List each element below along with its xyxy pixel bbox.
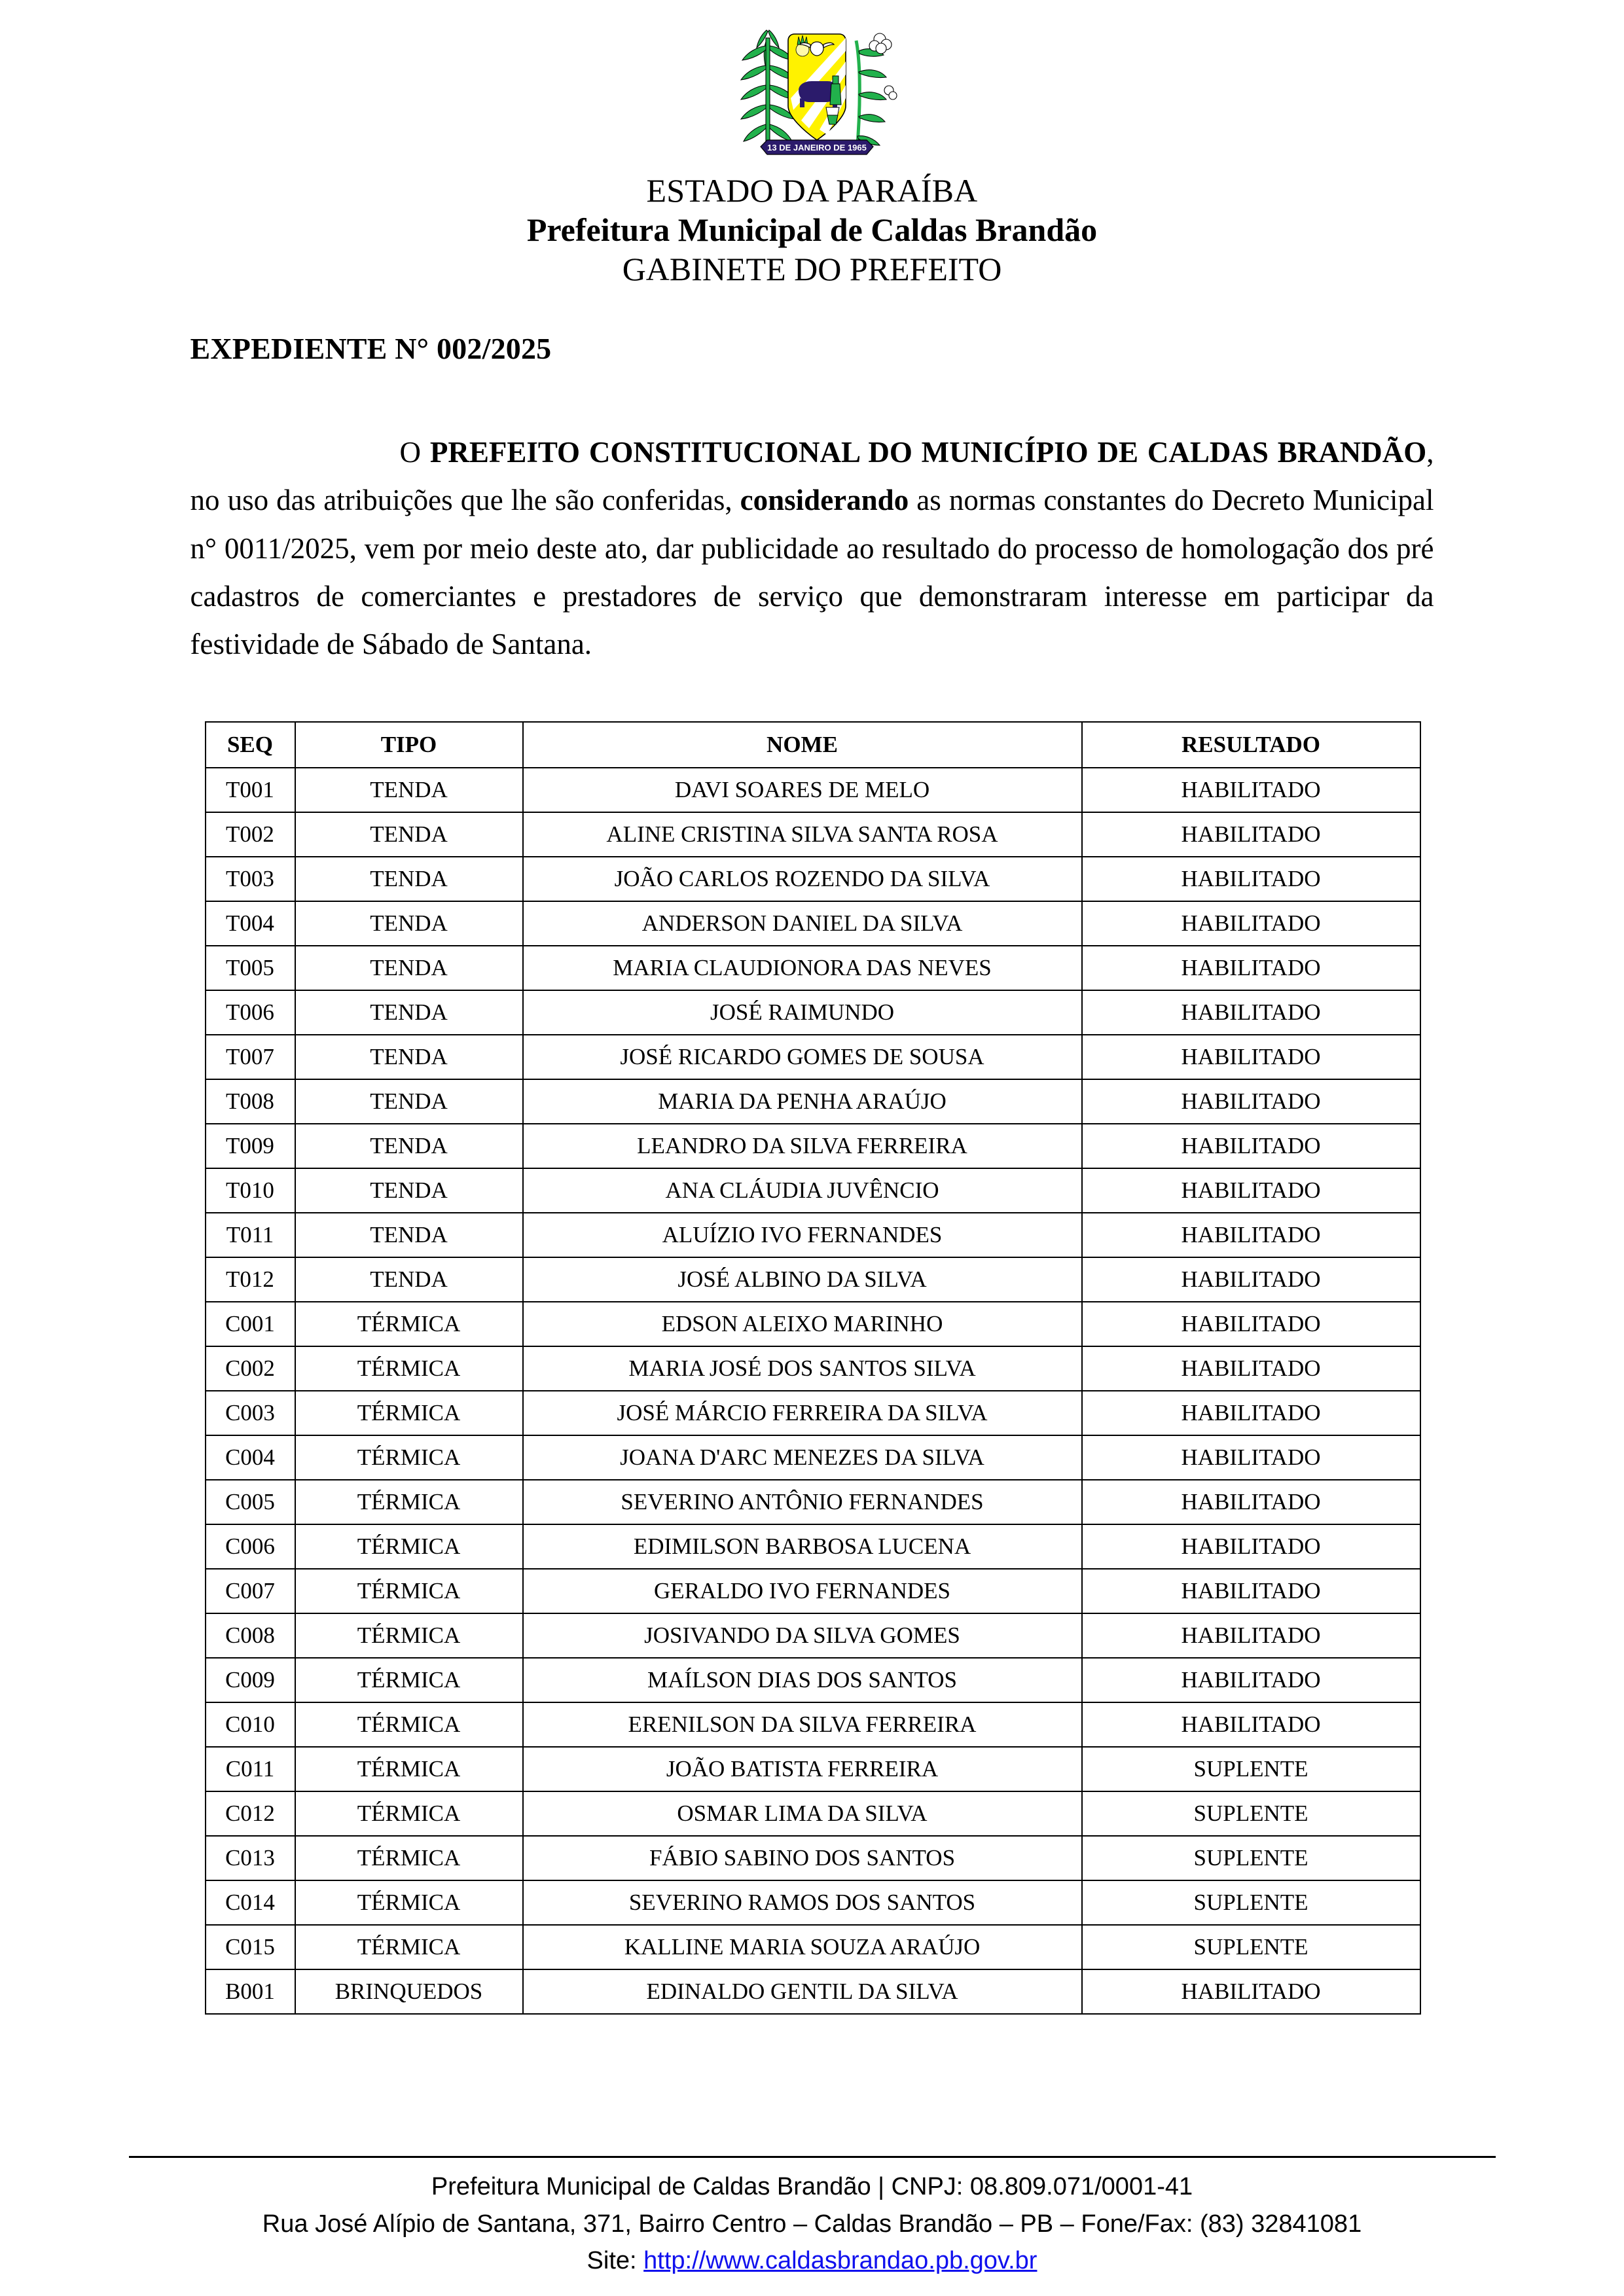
cell-resultado: HABILITADO bbox=[1082, 1391, 1420, 1435]
cell-tipo: TÉRMICA bbox=[295, 1836, 523, 1880]
cell-tipo: TÉRMICA bbox=[295, 1925, 523, 1969]
cell-seq: C013 bbox=[206, 1836, 295, 1880]
cell-seq: T009 bbox=[206, 1124, 295, 1168]
table-row bbox=[206, 1257, 1420, 1302]
header-city-hall: Prefeitura Municipal de Caldas Brandão bbox=[526, 211, 1098, 248]
results-table bbox=[205, 721, 1421, 2015]
shield-icon bbox=[788, 34, 846, 140]
cell-nome: FÁBIO SABINO DOS SANTOS bbox=[523, 1836, 1082, 1880]
document-header bbox=[0, 171, 1624, 288]
cell-tipo: BRINQUEDOS bbox=[295, 1969, 523, 2014]
cell-resultado: HABILITADO bbox=[1082, 1168, 1420, 1213]
table-row bbox=[206, 1969, 1420, 2014]
cell-tipo: TÉRMICA bbox=[295, 1346, 523, 1391]
cell-seq: C012 bbox=[206, 1791, 295, 1836]
paragraph-lead-plain: O bbox=[399, 436, 430, 469]
cell-seq: T011 bbox=[206, 1213, 295, 1257]
table-row bbox=[206, 1391, 1420, 1435]
cell-tipo: TENDA bbox=[295, 768, 523, 812]
cell-tipo: TENDA bbox=[295, 946, 523, 990]
cell-tipo: TENDA bbox=[295, 1079, 523, 1124]
header-office: GABINETE DO PREFEITO bbox=[622, 251, 1002, 287]
cell-tipo: TÉRMICA bbox=[295, 1613, 523, 1658]
cell-resultado: HABILITADO bbox=[1082, 1480, 1420, 1524]
cell-nome: JOSÉ MÁRCIO FERREIRA DA SILVA bbox=[523, 1391, 1082, 1435]
cell-seq: T005 bbox=[206, 946, 295, 990]
table-row bbox=[206, 768, 1420, 812]
table-row bbox=[206, 1836, 1420, 1880]
cell-resultado: HABILITADO bbox=[1082, 901, 1420, 946]
cell-resultado: HABILITADO bbox=[1082, 1435, 1420, 1480]
main-paragraph bbox=[190, 429, 1434, 669]
cell-tipo: TENDA bbox=[295, 812, 523, 857]
cell-tipo: TÉRMICA bbox=[295, 1391, 523, 1435]
footer-line-site bbox=[0, 2242, 1624, 2279]
cell-seq: C005 bbox=[206, 1480, 295, 1524]
paragraph-lead-bold: PREFEITO CONSTITUCIONAL DO MUNICÍPIO DE CALDAS BRANDÃO bbox=[429, 436, 1427, 469]
cell-seq: C006 bbox=[206, 1524, 295, 1569]
cell-seq: C002 bbox=[206, 1346, 295, 1391]
document-footer bbox=[0, 2156, 1624, 2279]
cell-resultado: SUPLENTE bbox=[1082, 1880, 1420, 1925]
cell-nome: KALLINE MARIA SOUZA ARAÚJO bbox=[523, 1925, 1082, 1969]
cell-tipo: TENDA bbox=[295, 901, 523, 946]
cell-nome: JOSÉ ALBINO DA SILVA bbox=[523, 1257, 1082, 1302]
column-header-tipo: TIPO bbox=[295, 722, 523, 768]
table-row bbox=[206, 1480, 1420, 1524]
cell-resultado: HABILITADO bbox=[1082, 1569, 1420, 1613]
ribbon-text: 13 DE JANEIRO DE 1965 bbox=[767, 143, 867, 152]
cell-nome: ALINE CRISTINA SILVA SANTA ROSA bbox=[523, 812, 1082, 857]
table-row bbox=[206, 812, 1420, 857]
table-row bbox=[206, 1613, 1420, 1658]
cell-seq: C007 bbox=[206, 1569, 295, 1613]
cell-seq: C004 bbox=[206, 1435, 295, 1480]
cell-tipo: TÉRMICA bbox=[295, 1302, 523, 1346]
coat-of-arms-icon bbox=[717, 12, 907, 171]
cell-nome: JOSIVANDO DA SILVA GOMES bbox=[523, 1613, 1082, 1658]
cell-seq: T004 bbox=[206, 901, 295, 946]
cell-tipo: TÉRMICA bbox=[295, 1435, 523, 1480]
table-row bbox=[206, 1925, 1420, 1969]
header-state: ESTADO DA PARAÍBA bbox=[646, 172, 978, 209]
paragraph-part1: , no uso das atribuições que lhe são conferidas, bbox=[190, 436, 1434, 517]
cell-resultado: SUPLENTE bbox=[1082, 1791, 1420, 1836]
cell-resultado: HABILITADO bbox=[1082, 946, 1420, 990]
cell-nome: MAÍLSON DIAS DOS SANTOS bbox=[523, 1658, 1082, 1702]
paragraph-part2: as normas constantes do Decreto Municipal n° 0011/2025, vem por meio deste ato, dar publicidade ao resultado do processo de homologação dos pré cadastros de comerciantes e prestadores de serviço que demonstraram interesse em participar da festividade de Sábado de Santana. bbox=[190, 484, 1434, 661]
cell-nome: ALUÍZIO IVO FERNANDES bbox=[523, 1213, 1082, 1257]
table-row bbox=[206, 990, 1420, 1035]
table-row bbox=[206, 1569, 1420, 1613]
cell-resultado: HABILITADO bbox=[1082, 1613, 1420, 1658]
cell-tipo: TÉRMICA bbox=[295, 1480, 523, 1524]
cell-tipo: TÉRMICA bbox=[295, 1880, 523, 1925]
cell-nome: JOSÉ RICARDO GOMES DE SOUSA bbox=[523, 1035, 1082, 1079]
cell-nome: JOSÉ RAIMUNDO bbox=[523, 990, 1082, 1035]
cell-seq: T010 bbox=[206, 1168, 295, 1213]
cell-tipo: TÉRMICA bbox=[295, 1524, 523, 1569]
cell-resultado: HABILITADO bbox=[1082, 857, 1420, 901]
cell-resultado: HABILITADO bbox=[1082, 1524, 1420, 1569]
cell-nome: MARIA JOSÉ DOS SANTOS SILVA bbox=[523, 1346, 1082, 1391]
cell-seq: C001 bbox=[206, 1302, 295, 1346]
cell-resultado: SUPLENTE bbox=[1082, 1836, 1420, 1880]
column-header-resultado: RESULTADO bbox=[1082, 722, 1420, 768]
cell-tipo: TENDA bbox=[295, 1257, 523, 1302]
table-row bbox=[206, 1168, 1420, 1213]
column-header-nome: NOME bbox=[523, 722, 1082, 768]
cell-tipo: TÉRMICA bbox=[295, 1569, 523, 1613]
cell-seq: C010 bbox=[206, 1702, 295, 1747]
cell-seq: T007 bbox=[206, 1035, 295, 1079]
cell-nome: JOANA D'ARC MENEZES DA SILVA bbox=[523, 1435, 1082, 1480]
cell-tipo: TÉRMICA bbox=[295, 1702, 523, 1747]
cell-seq: C003 bbox=[206, 1391, 295, 1435]
table-row bbox=[206, 901, 1420, 946]
emblem-container bbox=[0, 0, 1624, 171]
cell-resultado: HABILITADO bbox=[1082, 1124, 1420, 1168]
table-head bbox=[206, 722, 1420, 768]
cell-seq: C008 bbox=[206, 1613, 295, 1658]
cell-resultado: HABILITADO bbox=[1082, 1658, 1420, 1702]
cell-seq: T003 bbox=[206, 857, 295, 901]
cell-resultado: SUPLENTE bbox=[1082, 1925, 1420, 1969]
cell-seq: C014 bbox=[206, 1880, 295, 1925]
cell-resultado: HABILITADO bbox=[1082, 812, 1420, 857]
cell-resultado: HABILITADO bbox=[1082, 990, 1420, 1035]
table-header-row bbox=[206, 722, 1420, 768]
cell-nome: MARIA CLAUDIONORA DAS NEVES bbox=[523, 946, 1082, 990]
cell-nome: EDINALDO GENTIL DA SILVA bbox=[523, 1969, 1082, 2014]
cell-resultado: HABILITADO bbox=[1082, 1702, 1420, 1747]
table-row bbox=[206, 1213, 1420, 1257]
cell-seq: C015 bbox=[206, 1925, 295, 1969]
table-row bbox=[206, 1124, 1420, 1168]
cell-seq: T012 bbox=[206, 1257, 295, 1302]
cell-nome: ANA CLÁUDIA JUVÊNCIO bbox=[523, 1168, 1082, 1213]
table-row bbox=[206, 1302, 1420, 1346]
cell-tipo: TENDA bbox=[295, 1168, 523, 1213]
cell-seq: C009 bbox=[206, 1658, 295, 1702]
footer-site-link[interactable]: http://www.caldasbrandao.pb.gov.br bbox=[643, 2246, 1038, 2274]
cell-tipo: TENDA bbox=[295, 1035, 523, 1079]
cell-resultado: HABILITADO bbox=[1082, 1346, 1420, 1391]
cell-nome: ANDERSON DANIEL DA SILVA bbox=[523, 901, 1082, 946]
cell-tipo: TENDA bbox=[295, 857, 523, 901]
table-row bbox=[206, 1079, 1420, 1124]
cell-resultado: HABILITADO bbox=[1082, 1969, 1420, 2014]
table-body bbox=[206, 768, 1420, 2014]
cotton-branch-right bbox=[856, 33, 897, 152]
table-row bbox=[206, 1702, 1420, 1747]
cell-tipo: TÉRMICA bbox=[295, 1658, 523, 1702]
document-body bbox=[190, 331, 1434, 2015]
cell-nome: EDIMILSON BARBOSA LUCENA bbox=[523, 1524, 1082, 1569]
cell-seq: C011 bbox=[206, 1747, 295, 1791]
table-row bbox=[206, 1880, 1420, 1925]
cell-resultado: HABILITADO bbox=[1082, 1079, 1420, 1124]
cell-nome: SEVERINO ANTÔNIO FERNANDES bbox=[523, 1480, 1082, 1524]
table-row bbox=[206, 857, 1420, 901]
table-row bbox=[206, 1658, 1420, 1702]
cell-resultado: SUPLENTE bbox=[1082, 1747, 1420, 1791]
results-table-container bbox=[205, 721, 1420, 2015]
cell-tipo: TENDA bbox=[295, 990, 523, 1035]
cell-tipo: TÉRMICA bbox=[295, 1791, 523, 1836]
ribbon-banner bbox=[761, 140, 873, 154]
corn-stalk-left bbox=[741, 30, 795, 153]
expediente-number: EXPEDIENTE N° 002/2025 bbox=[190, 332, 552, 365]
table-row bbox=[206, 1524, 1420, 1569]
cell-seq: T006 bbox=[206, 990, 295, 1035]
footer-site-label: Site: bbox=[586, 2246, 644, 2274]
cell-resultado: HABILITADO bbox=[1082, 1035, 1420, 1079]
cell-resultado: HABILITADO bbox=[1082, 768, 1420, 812]
cell-tipo: TÉRMICA bbox=[295, 1747, 523, 1791]
cell-tipo: TENDA bbox=[295, 1213, 523, 1257]
cell-resultado: HABILITADO bbox=[1082, 1257, 1420, 1302]
cell-nome: EDSON ALEIXO MARINHO bbox=[523, 1302, 1082, 1346]
cell-nome: DAVI SOARES DE MELO bbox=[523, 768, 1082, 812]
cell-nome: ERENILSON DA SILVA FERREIRA bbox=[523, 1702, 1082, 1747]
cell-seq: T002 bbox=[206, 812, 295, 857]
cell-seq: T008 bbox=[206, 1079, 295, 1124]
cell-resultado: HABILITADO bbox=[1082, 1213, 1420, 1257]
cell-nome: SEVERINO RAMOS DOS SANTOS bbox=[523, 1880, 1082, 1925]
table-row bbox=[206, 946, 1420, 990]
table-row bbox=[206, 1747, 1420, 1791]
cell-nome: JOÃO BATISTA FERREIRA bbox=[523, 1747, 1082, 1791]
footer-divider bbox=[129, 2156, 1496, 2158]
cell-nome: OSMAR LIMA DA SILVA bbox=[523, 1791, 1082, 1836]
cell-nome: MARIA DA PENHA ARAÚJO bbox=[523, 1079, 1082, 1124]
cell-nome: JOÃO CARLOS ROZENDO DA SILVA bbox=[523, 857, 1082, 901]
table-row bbox=[206, 1035, 1420, 1079]
cell-seq: T001 bbox=[206, 768, 295, 812]
cell-seq: B001 bbox=[206, 1969, 295, 2014]
cell-tipo: TENDA bbox=[295, 1124, 523, 1168]
cell-nome: LEANDRO DA SILVA FERREIRA bbox=[523, 1124, 1082, 1168]
paragraph-emphasis: considerando bbox=[740, 484, 909, 517]
table-row bbox=[206, 1435, 1420, 1480]
footer-line-cnpj: Prefeitura Municipal de Caldas Brandão | CNPJ: 08.809.071/0001-41 bbox=[431, 2173, 1193, 2201]
table-row bbox=[206, 1346, 1420, 1391]
table-row bbox=[206, 1791, 1420, 1836]
footer-line-address: Rua José Alípio de Santana, 371, Bairro Centro – Caldas Brandão – PB – Fone/Fax: (83) 32841081 bbox=[262, 2210, 1362, 2238]
footer-text bbox=[0, 2168, 1624, 2279]
cell-resultado: HABILITADO bbox=[1082, 1302, 1420, 1346]
column-header-seq: SEQ bbox=[206, 722, 295, 768]
cell-nome: GERALDO IVO FERNANDES bbox=[523, 1569, 1082, 1613]
